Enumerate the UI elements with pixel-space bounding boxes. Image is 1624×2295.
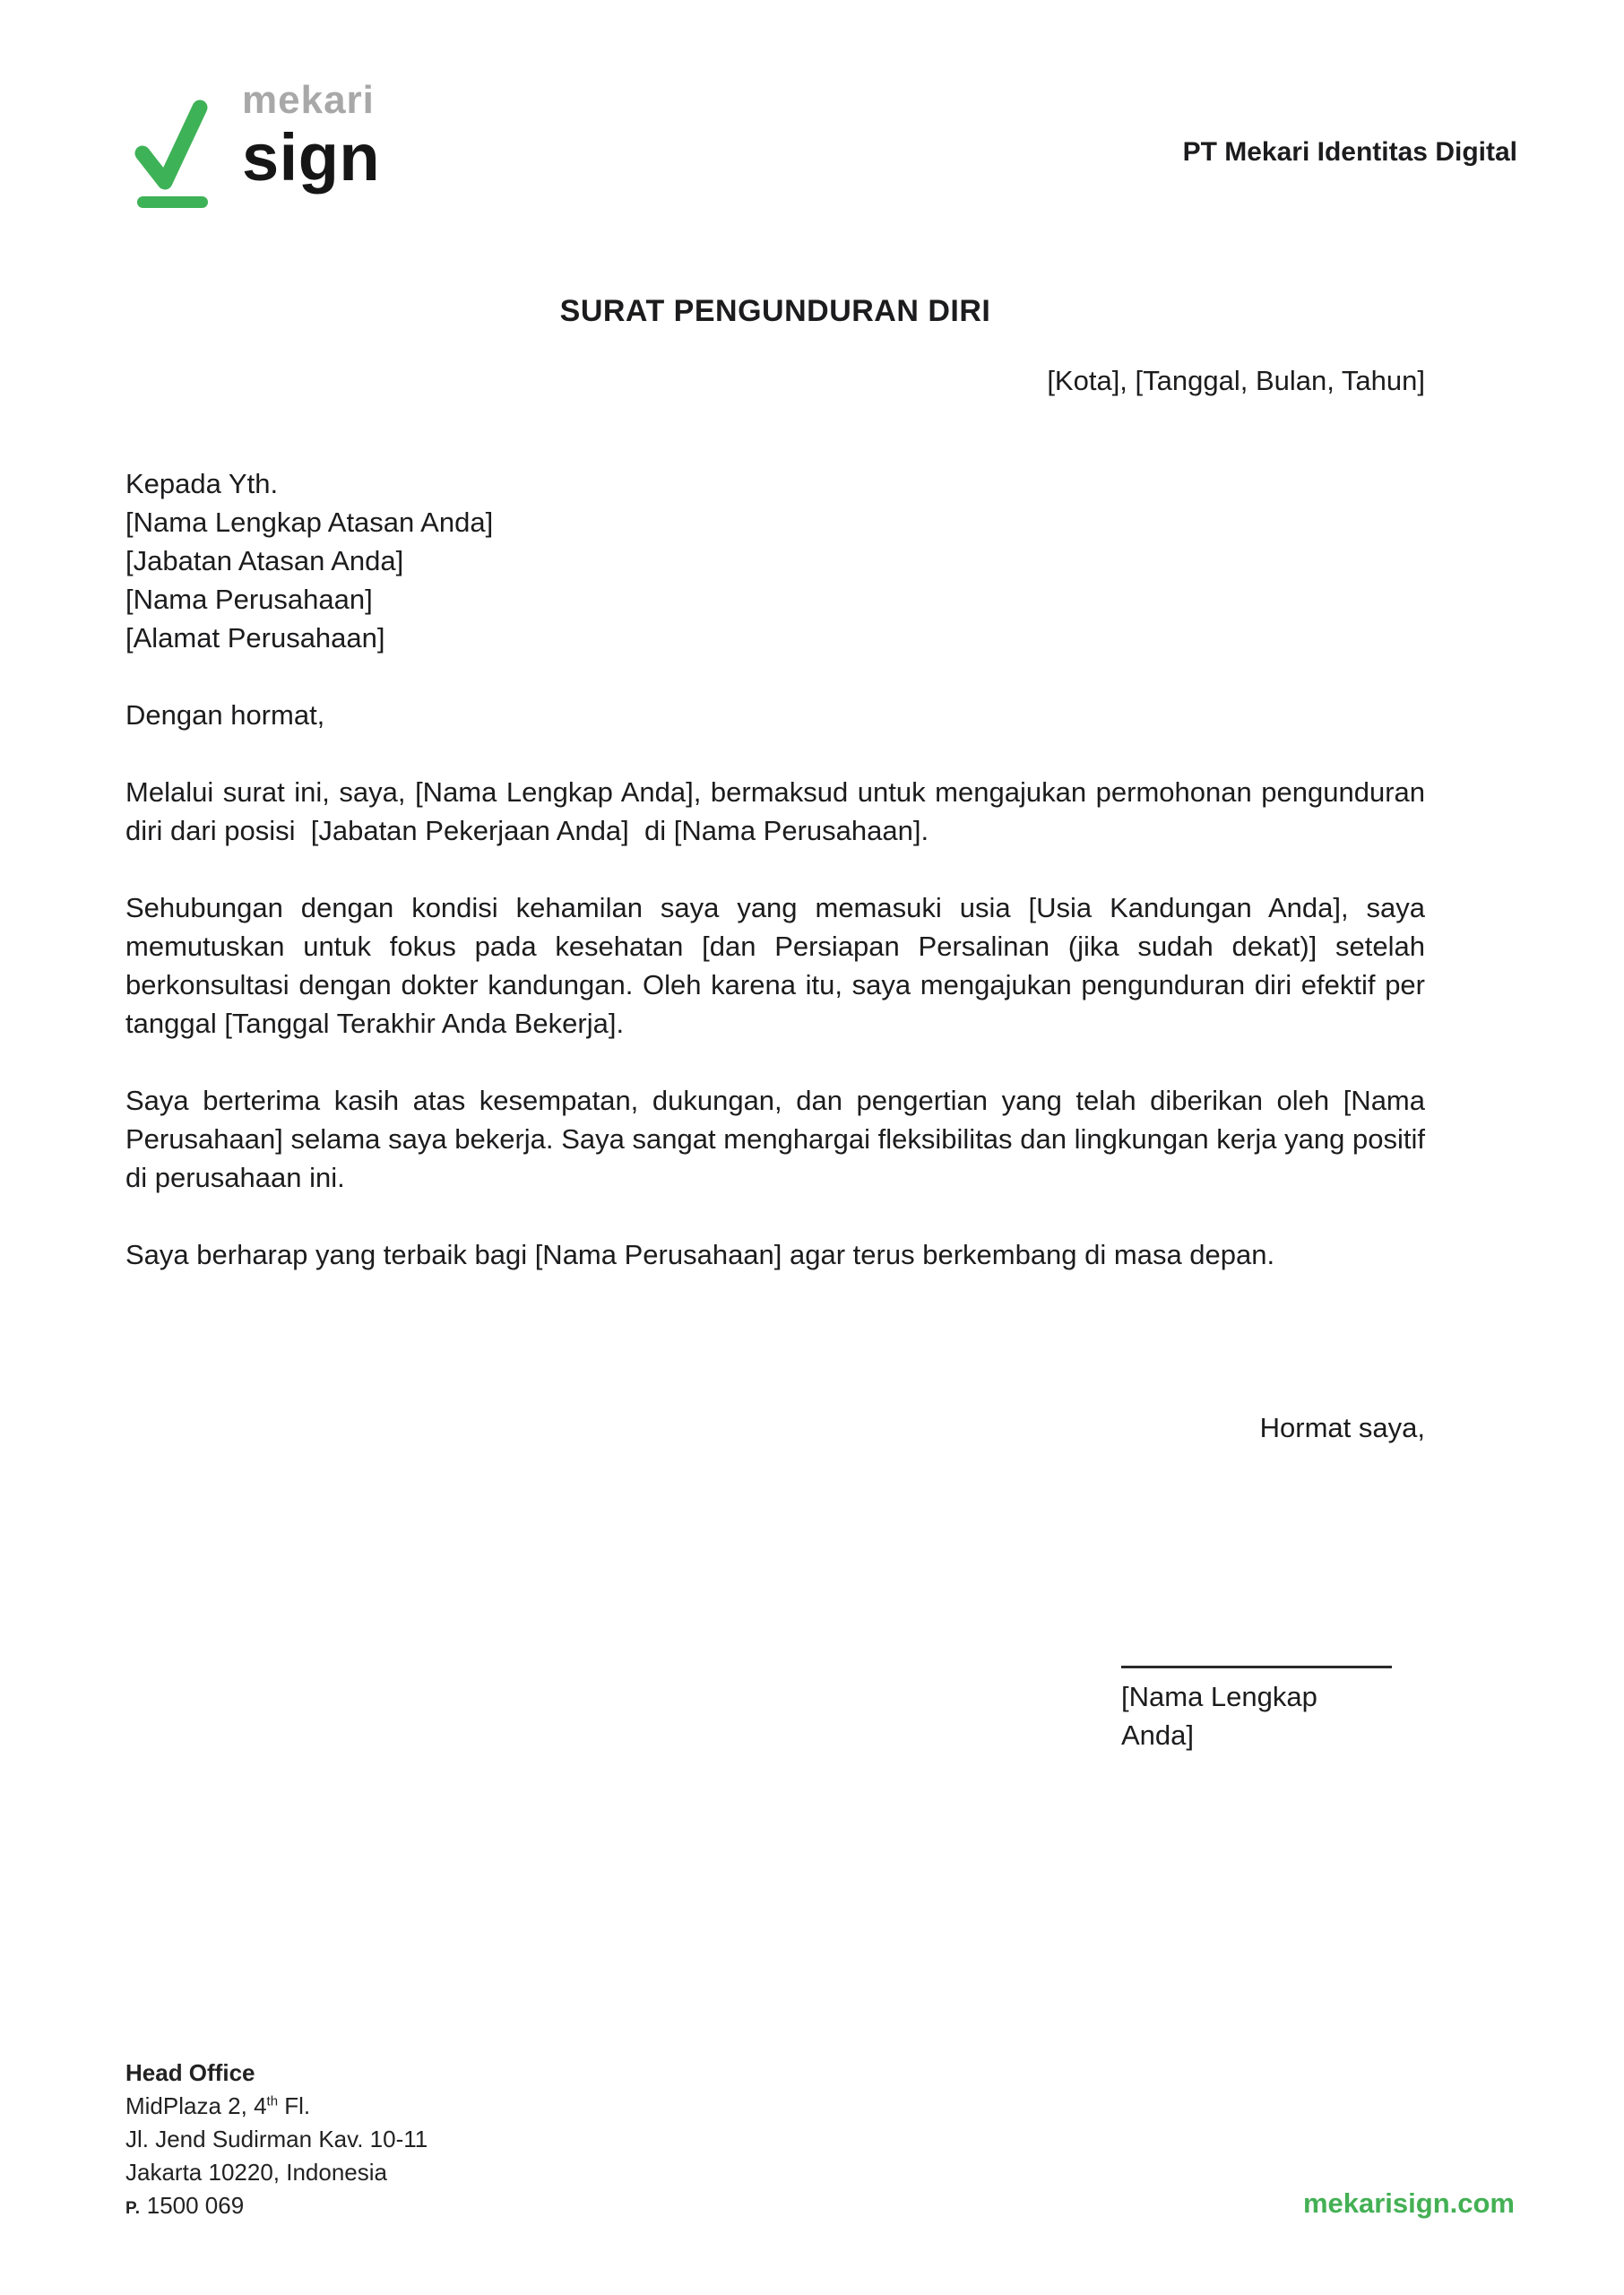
footer-address-line3: Jakarta 10220, Indonesia: [125, 2159, 387, 2186]
logo-text-mekari: mekari: [242, 78, 375, 122]
website-link[interactable]: mekarisign.com: [1302, 2187, 1515, 2219]
recipient-company-placeholder: [Nama Perusahaan]: [125, 584, 373, 615]
footer-office-title: Head Office: [125, 2059, 255, 2086]
signature-name-placeholder: [Nama Lengkap Anda]: [1121, 1681, 1317, 1751]
recipient-address-placeholder: [Alamat Perusahaan]: [125, 622, 385, 654]
footer-address-line1-text: MidPlaza 2, 4: [125, 2092, 267, 2119]
letter-content: [125, 292, 1433, 1754]
recipient-block: [125, 464, 1425, 657]
recipient-position-placeholder: [Jabatan Atasan Anda]: [125, 545, 404, 576]
check-icon: [134, 95, 208, 212]
footer-phone-number: 1500 069: [140, 2192, 245, 2219]
recipient-salutation: Kepada Yth.: [125, 468, 279, 499]
logo-text-sign: sign: [242, 120, 381, 195]
letter-paragraph-intent: Melalui surat ini, saya, [Nama Lengkap Anda], bermaksud untuk mengajukan permohonan pengunduran diri dari posisi [Jabatan Pekerjaan Anda] di [Nama Perusahaan].: [125, 776, 1433, 846]
footer-address-line1: [125, 2090, 428, 2123]
letter-paragraph-gratitude: Saya berterima kasih atas kesempatan, dukungan, dan pengertian yang telah diberikan oleh [Nama Perusahaan] selama saya bekerja. Saya sangat menghargai fleksibilitas dan lingkungan kerja yang positif di perusahaan ini.: [125, 1085, 1433, 1193]
footer-phone: [125, 2189, 428, 2225]
footer-phone-label: P.: [125, 2199, 141, 2218]
logo-wordmark: [242, 78, 381, 195]
footer-address-line1-suffix: Fl.: [278, 2092, 311, 2119]
footer-address-line1-superscript: th: [266, 2093, 279, 2109]
letter-title: SURAT PENGUNDURAN DIRI: [559, 294, 991, 328]
recipient-name-placeholder: [Nama Lengkap Atasan Anda]: [125, 507, 494, 538]
letter-salutation: Dengan hormat,: [125, 699, 325, 731]
footer-office-block: [125, 2057, 428, 2225]
signature-block: [1121, 1666, 1392, 1754]
letter-paragraph-reason: Sehubungan dengan kondisi kehamilan saya yang memasuki usia [Usia Kandungan Anda], saya memutuskan untuk fokus pada kesehatan [dan Persiapan Persalinan (jika sudah dekat)] setelah berkonsultasi dengan dokter kandungan. Oleh karena itu, saya mengajukan pengunduran diri efektif per tanggal [Tanggal Terakhir Anda Bekerja].: [125, 892, 1433, 1039]
letter-paragraph-wishes: Saya berharap yang terbaik bagi [Nama Perusahaan] agar terus berkembang di masa depan.: [125, 1239, 1275, 1270]
letter-date-placeholder: [Kota], [Tanggal, Bulan, Tahun]: [1047, 365, 1425, 396]
company-name: PT Mekari Identitas Digital: [1182, 137, 1517, 167]
footer-address-line2: Jl. Jend Sudirman Kav. 10-11: [125, 2126, 428, 2152]
letter-closing: Hormat saya,: [1259, 1412, 1425, 1443]
mekari-sign-logo: [134, 79, 380, 212]
